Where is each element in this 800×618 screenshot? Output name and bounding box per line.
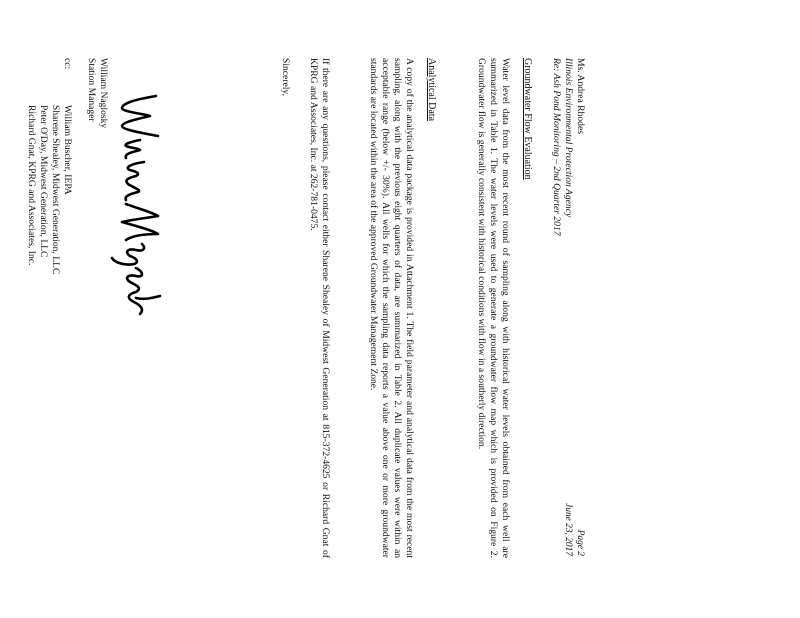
recipient-name: Ms. Andrea Rhodes [575,58,586,134]
paragraph-groundwater [475,58,511,558]
re-line: Re: Ash Pond Monitoring – 2nd Quarter 2017 [551,58,562,236]
paragraph-contact-text: If there are any questions, please contact either Sharene Shealey of Midwest Generation at 815-372-4625 or Richard Gnat of KPRG and Associates, Inc. at 262-781-0475. [308,58,331,558]
cc-list [25,105,73,274]
signer-name: William Naglosky [98,58,109,129]
letter-header [550,58,586,478]
section-title-groundwater: Groundwater Flow Evaluation [522,58,533,180]
paragraph-contact [307,58,331,558]
paragraph-analytical [367,58,415,558]
signer-title: Station Manager [86,58,97,122]
cc-recipient: Sharene Shealey, Midwest Generation, LLC [50,105,61,275]
cc-recipient: William Buscher, IEPA [62,105,73,195]
salutation: Sincerely, [280,58,291,97]
signature [110,92,166,322]
cc-recipient: Richard Gnat, KPRG and Associates, Inc. [26,105,37,266]
section-title-analytical: Analytical Data [426,58,437,122]
letter-date: June 23, 2017 [563,503,573,556]
rotated-letter [26,58,586,558]
recipient-agency: Illinois Environmental Protection Agency [563,58,574,218]
cc-recipient: Peter O'Day, Midwest Generation, LLC [38,105,49,258]
paragraph-analytical-text: A copy of the analytical data package is provided in Attachment 1. The field parameter and analytical data from the most recent sampling, along with the previous eight quarters of data, are summarized in Table 2. All duplicate values were within an acceptable range (below +/- 30%). All wells for which the sampling data reports a value above one or more groundwater standards are located within the area of the approved Groundwater Management Zone. [368,58,415,558]
page-number: Page 2 [575,529,585,556]
cc-label: cc: [62,58,73,70]
paragraph-groundwater-text: Water level data from the most recent round of sampling along with historical water levels obtained from each well are summarized in Table 1. The water levels were used to generate a groundwater flow map which is provided on Figure 2. Groundwater flow is generally consistent with historical conditions with flow in a southerly direction. [476,58,511,558]
